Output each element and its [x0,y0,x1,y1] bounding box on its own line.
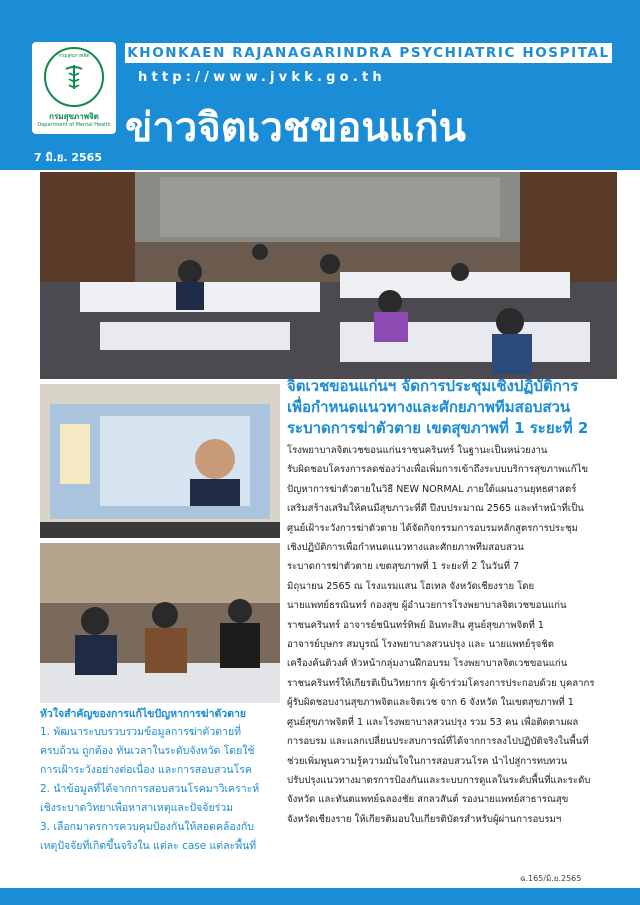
caduceus-icon [60,63,88,91]
logo-subtitle: Department of Mental Health [37,122,111,128]
logo-name: กรมสุขภาพจิต [49,112,99,121]
panel-speakers-photo [40,543,280,703]
key-point-item: 2. นำข้อมูลที่ได้จากการสอบสวนโรคมาวิเคราะห์ เชิงระบาดวิทยาเพื่อหาสาเหตุและปัจจัยร่วม [40,783,260,814]
department-logo [32,42,116,134]
issue-date: 7 มิ.ย. 2565 [34,151,102,164]
logo-emblem [44,47,104,107]
video-conference-photo [40,384,280,538]
logo-ring-text: กรมสุขภาพจิต [58,53,90,59]
website-link[interactable]: http://www.jvkk.go.th [138,70,386,85]
article-body: โรงพยาบาลจิตเวชขอนแก่นราชนครินทร์ ในฐานะเป็นหน่วยงาน รับผิดชอบโครงการลดช่องว่างเพื่อเพิ่มการเข้าถึงระบบบริการสุขภาพแก้ไข ปัญหาการฆ่าตัวตายในวิธี NEW NORMAL ภายใต้แผนงานยุทธศาสตร์ เสริมสร้างเสริมให้คนมีสุขภาวะที่ดี ปีงบประมาณ 2565 และทำหน้าที่เป็น ศูนย์เฝ้าระวังการฆ่าตัวตาย ได้จัดกิจกรรมการอบรมหลักสูตรการประชุม เชิงปฏิบัติการเพื่อกำหนดแนวทางและศักยภาพทีมสอบสวน ระบาดการฆ่าตัวตาย เขตสุขภาพที่ 1 ระยะที่ 2 ในวันที่ 7 มิถุนายน 2565 ณ โรงแรมแสน โฮเทล จังหวัดเชียงราย โดย นายแพทย์ธรณินทร์ กองสุข ผู้อำนวยการโรงพยาบาลจิตเวชขอนแก่น ราชนครินทร์ อาจารย์ชนินทร์ทิพย์ อินทะสิน ศูนย์สุขภาพจิตที่ 1 อาจารย์บุษกร สมบูรณ์ โรงพยาบาลสวนปรุง และ นายแพทย์รุจชิต เครืองค้นติวงศ์ หัวหน้ากลุ่มงานฝึกอบรม โรงพยาบาลจิตเวชขอนแก่น ราชนครินทร์ให้เกียรติเป็นวิทยากร ผู้เข้าร่วมโครงการประกอบด้วย บุคลากร ผู้รับผิดชอบงานสุขภาพจิตและจิตเวช จาก 6 จังหวัด ในเขตสุขภาพที่ 1 ศูนย์สุขภาพจิตที่ 1 และโรงพยาบาลสวนปรุง รวม 53 คน เพื่อติดตามผล การอบรม และแลกเปลี่ยนประสบการณ์ที่ได้จากการลงไปปฏิบัติจริงในพื้นที่ ช่วยเพิ่มพูนความรู้ความมั่นใจในการสอบสวนโรค นำไปสู่การทบทวน ปรับปรุงแนวทางมาตรการป้องกันและระบบการดูแลในระดับพื้นที่และระดับ จังหวัด และทันตแพทย์ฉลองชัย สกลวสันต์ รองนายแพทย์สาธารณสุข จังหวัดเชียงราย ให้เกียรติมอบใบเกียรติบัตรสำหรับผู้ผ่านการอบรมฯ [287,445,595,825]
header-band [0,0,640,170]
key-point-item: 1. พัฒนาระบบรวบรวมข้อมูลการฆ่าตัวตายที่ ครบถ้วน ถูกต้อง ทันเวลาในระดับจังหวัด โดยใช้ การเฝ้าระวังอย่างต่อเนื่อง และการสอบสวนโรค [40,726,255,776]
footer-band [0,888,640,905]
key-point-item: 3. เลือกมาตรการควบคุมป้องกันให้สอดคล้องกับ เหตุปัจจัยที่เกิดขึ้นจริงใน แต่ละ case แต่ละพื้นที่ [40,821,257,852]
key-points-list [40,723,282,856]
issue-number: ฉ.165/มิ.ย.2565 [520,874,582,883]
masthead-title: ข่าวจิตเวชขอนแก่น [125,105,467,151]
hospital-name: KHONKAEN RAJANAGARINDRA PSYCHIATRIC HOSPITAL [127,45,610,61]
conference-room-photo [40,172,617,379]
key-points-title: หัวใจสำคัญของการแก้ไขปัญหาการฆ่าตัวตาย [40,708,247,720]
hospital-name-bar [125,43,612,63]
key-points-box [40,706,282,866]
article-headline: จิตเวชขอนแก่นฯ จัดการประชุมเชิงปฏิบัติการ เพื่อกำหนดแนวทางและศักยภาพทีมสอบสวน ระบาดการฆ่าตัวตาย เขตสุขภาพที่ 1 ระยะที่ 2 [287,377,589,437]
